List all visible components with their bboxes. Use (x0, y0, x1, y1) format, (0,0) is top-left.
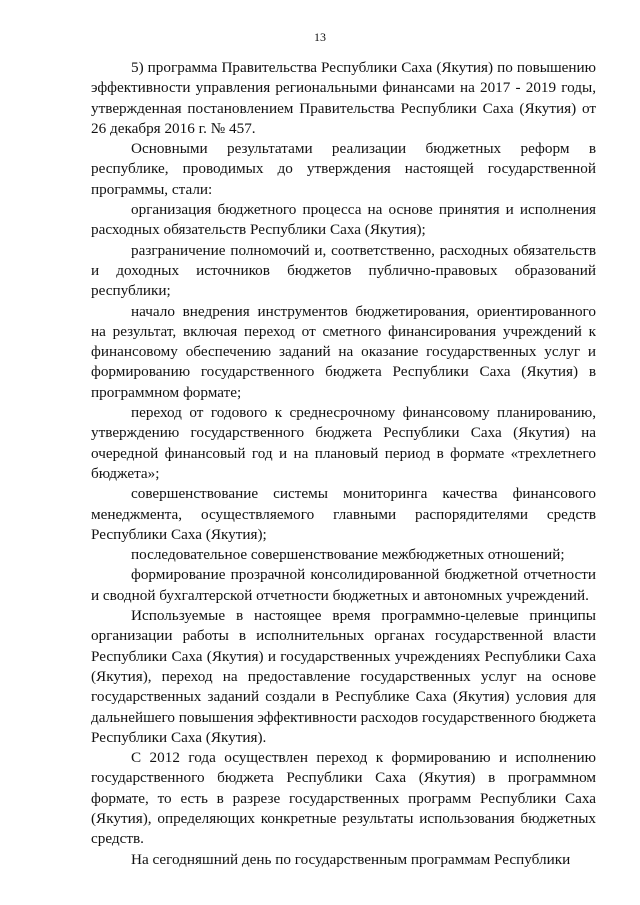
paragraph: переход от годового к среднесрочному финансовому планированию, утверждению государственного бюджета Республики Саха (Якутия) на очередной финансовый год и на плановый период в формате «трехлетнего бюджета»; (91, 404, 596, 482)
paragraph: Используемые в настоящее время программно-целевые принципы организации работы в исполнительных органах государственной власти Республики Саха (Якутия) и государственных учреждениях Республики Саха (Якутия), переход на предоставление государственных услуг на основе государственных заданий создали в Республике Саха (Якутия) условия для дальнейшего повышения эффективности расходов государственного бюджета Республики Саха (Якутия). (91, 607, 596, 746)
paragraph: Основными результатами реализации бюджетных реформ в республике, проводимых до утверждения настоящей государственной программы, стали: (91, 140, 596, 198)
paragraph: формирование прозрачной консолидированной бюджетной отчетности и сводной бухгалтерской отчетности бюджетных и автономных учреждений. (91, 566, 596, 604)
page-number: 13 (314, 30, 326, 44)
paragraph: С 2012 года осуществлен переход к формированию и исполнению государственного бюджета Республики Саха (Якутия) в программном формате, то есть в разрезе государственных программ Республики Саха (Якутия), определяющих конкретные результаты использования бюджетных средств. (91, 749, 596, 848)
paragraph: 5) программа Правительства Республики Саха (Якутия) по повышению эффективности управления региональными финансами на 2017 - 2019 годы, утвержденная постановлением Правительства Республики Саха (Якутия) от 26 декабря 2016 г. № 457. (91, 59, 596, 137)
document-body (91, 58, 596, 870)
paragraph: разграничение полномочий и, соответственно, расходных обязательств и доходных источников бюджетов публично-правовых образований республики; (91, 241, 596, 300)
paragraph: организация бюджетного процесса на основе принятия и исполнения расходных обязательств Республики Саха (Якутия); (91, 201, 596, 239)
paragraph: последовательное совершенствование межбюджетных отношений; (131, 546, 565, 564)
paragraph: совершенствование системы мониторинга качества финансового менеджмента, осуществляемого главными распорядителями средств Республики Саха (Якутия); (91, 485, 596, 543)
paragraph: На сегодняшний день по государственным программам Республики (131, 850, 571, 868)
paragraph: начало внедрения инструментов бюджетирования, ориентированного на результат, включая переход от сметного финансирования учреждений к финансовому обеспечению заданий на оказание государственных услуг и формированию государственного бюджета Республики Саха (Якутия) в программном формате; (91, 302, 596, 401)
